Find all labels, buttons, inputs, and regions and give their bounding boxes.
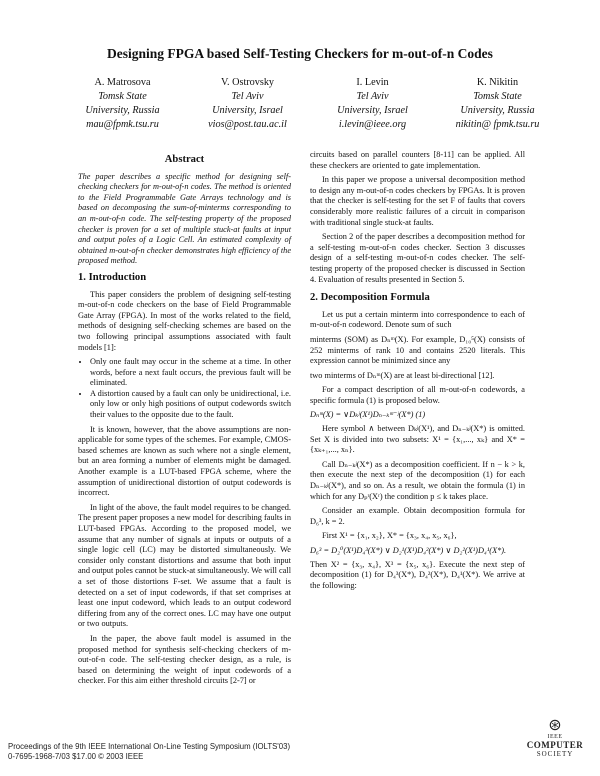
society-emblem-icon: ⊛ bbox=[548, 717, 562, 734]
body-paragraph: For a compact description of all m-out-of-n codewords, a specific formula (1) is proposed below. bbox=[310, 385, 525, 405]
body-paragraph: Consider an example. Obtain decomposition formula for D₆³, k = 2. bbox=[310, 506, 525, 526]
body-paragraph: Section 2 of the paper describes a decomposition method for a self-testing m-out-of-n codes checker. Section 3 discusses design of a self-testing m-out-of-n codes checker. The self-testing property of the proposed checker is discussed in Section 4. Evaluation of results presented in Section 5. bbox=[310, 232, 525, 284]
author-place: University, Russia bbox=[460, 105, 535, 116]
author-place: University, Israel bbox=[337, 105, 408, 116]
list-item: • Only one fault may occur in the scheme at a time. In other words, before a next fault occurs, the previous fault will be eliminated. bbox=[90, 357, 291, 389]
left-column bbox=[78, 150, 291, 691]
list-item: • A distortion caused by a fault can only be unidirectional, i.e. only low or only high positions of output codewords switch their values to the opposite due to the fault. bbox=[90, 389, 291, 421]
author-affiliation: Tomsk State bbox=[98, 91, 147, 102]
body-paragraph: minterms (SOM) as Dₙᵐ(X). For example, D₁₀⁵(X) consists of 252 minterms of rank 10 and contains 2520 literals. This expression cannot be minimized since any bbox=[310, 334, 525, 366]
body-paragraph: circuits based on parallel counters [8-11] can be applied. All these checkers are oriented to gate implementation. bbox=[310, 150, 525, 170]
author-3 bbox=[310, 76, 435, 132]
intro-paragraph: It is known, however, that the above assumptions are non-applicable for some types of the schemes. For example, CMOS-based schemes are known as such where not a single element, but an area forming a number of elements might be damaged. Another example is a LUT-based FPGA scheme, where the assumption of unidirectional distortion of output codewords is incorrect. bbox=[78, 424, 291, 498]
intro-paragraph: This paper considers the problem of designing self-testing m-out-of-n code checkers on the base of Field Programmable Gate Array (FPGA). In most of the works related to the field, methods of designing self-checking schemes are based on the two following principal assumptions associated with fault models [1]: bbox=[78, 289, 291, 352]
assumption-list bbox=[78, 357, 291, 421]
section2-heading: 2. Decomposition Formula bbox=[310, 292, 430, 304]
author-name: V. Ostrovsky bbox=[220, 77, 275, 88]
footer-line: 0-7695-1968-7/03 $17.00 © 2003 IEEE bbox=[8, 751, 144, 761]
abstract-heading: Abstract bbox=[164, 154, 205, 165]
author-1 bbox=[60, 76, 185, 132]
author-4 bbox=[435, 76, 560, 132]
author-email: mau@fpmk.tsu.ru bbox=[86, 119, 159, 130]
author-affiliation: Tel Aviv bbox=[356, 91, 389, 102]
intro-heading: 1. Introduction bbox=[78, 271, 147, 283]
abstract-text: The paper describes a specific method for designing self-checking checkers for m-out-of-n codes. The method is oriented to the Field Programmable Gate Arrays technology and is based on decomposing the sum-of-minterms corresponding to an m-out-of-n code. The self-testing property of the proposed checker is proven for a set of multiple stuck-at faults at input and output poles of a Logic Cell. An estimated complexity of obtained m-out-of-n checker demonstrates high efficiency of the proposed method. bbox=[78, 171, 291, 266]
author-place: University, Russia bbox=[85, 105, 160, 116]
body-paragraph: Let us put a certain minterm into correspondence to each of m-out-of-n codeword. Denote sum of such bbox=[310, 309, 525, 330]
body-paragraph: First X¹ = {x₁, x₂}, X* = {x₃, x₄, x₅, x₆}, bbox=[322, 531, 457, 541]
proceedings-footer bbox=[8, 742, 290, 761]
body-paragraph: In this paper we propose a universal decomposition method to design any m-out-of-n codes checkers by FPGAs. It is proven that the checker is self-testing for the set F of faults that covers considerably more realistic failures of a circuit in comparison with traditional single stuck-at faults. bbox=[310, 175, 525, 227]
intro-paragraph: In light of the above, the fault model requires to be changed. The present paper proposes a new model for describing faults in LUT-based FPGAs. According to the proposed model, we assume that any number of signals at inputs or outputs of a single logic cell (LC) may be distorted simultaneously. We consider only constant distortions and assume that both input and output poles cannot be stuck-at simultaneously. We will call a set of those distortions F-set. We assume that a fault is detected on a set of input codewords, if that set comprises at least one input codeword, which leads to an output codeword differing from any of the correct ones. LC may have one output or two outputs. bbox=[78, 502, 291, 629]
body-paragraph: Call Dₙ₋ₖʲ(X*) as a decomposition coefficient. If n − k > k, then execute the next step of the decomposition (1) for each Dₙ₋ₖʲ(X*), and so on. As a result, we obtain the formula (1) in which for any Dₚʳ(Xʳ) the condition p ≤ k takes place. bbox=[310, 459, 525, 501]
author-2 bbox=[185, 76, 310, 132]
footer-line: Proceedings of the 9th IEEE International On-Line Testing Symposium (IOLTS'03) bbox=[8, 742, 291, 751]
intro-paragraph: In the paper, the above fault model is assumed in the proposed method for synthesis self-checking checkers of m-out-of-n code. The self-testing checker design, as a rule, is based on determining the weight of input codewords of a checker. For this aim either threshold circuits [2-7] or bbox=[78, 633, 291, 686]
body-paragraph: Here symbol ∧ between Dₖʲ(X¹), and Dₙ₋ₖʲ(X*) is omitted. Set X is divided into two subsets: X¹ = {x₁,..., xₖ} and X* = {xₖ₊₁,..., xₙ}. bbox=[310, 424, 525, 455]
author-email: vios@post.tau.ac.il bbox=[208, 119, 287, 130]
author-affiliation: Tomsk State bbox=[473, 91, 522, 102]
body-paragraph: two minterms of Dₙᵐ(X) are at least bi-directional [12]. bbox=[310, 370, 495, 380]
paper-title: Designing FPGA based Self-Testing Checkers for m-out-of-n Codes bbox=[107, 46, 493, 61]
logo-line: SOCIETY bbox=[536, 750, 574, 758]
author-name: K. Nikitin bbox=[476, 77, 519, 88]
author-email: i.levin@ieee.org bbox=[338, 119, 407, 130]
author-email: nikitin@ fpmk.tsu.ru bbox=[455, 119, 540, 130]
author-name: A. Matrosova bbox=[94, 77, 151, 88]
right-column bbox=[310, 150, 525, 595]
author-affiliation: Tel Aviv bbox=[231, 91, 264, 102]
equation-2: D₆³ = D₂⁰(X¹)D₄³(X*) ∨ D₂¹(X¹)D₄²(X*) ∨ D₂²(X¹)D₄¹(X*). bbox=[310, 546, 507, 555]
logo-line: IEEE bbox=[547, 734, 563, 740]
author-place: University, Israel bbox=[212, 105, 283, 116]
ieee-computer-society-logo bbox=[520, 718, 590, 758]
author-name: I. Levin bbox=[356, 77, 389, 88]
equation-1: Dₙᵐ(X) = ∨Dₖʲ(X¹)Dₙ₋ₖᵐ⁻ʲ(X*) (1) bbox=[310, 410, 426, 420]
body-paragraph: Then X² = {x₃, x₄}, X³ = {x₅, x₆}. Execute the next step of decomposition (1) for D₄³(X*), D₄²(X*), D₄¹(X*). We arrive at the following: bbox=[310, 559, 525, 590]
logo-line: COMPUTER bbox=[526, 740, 584, 750]
author-block bbox=[60, 76, 560, 132]
